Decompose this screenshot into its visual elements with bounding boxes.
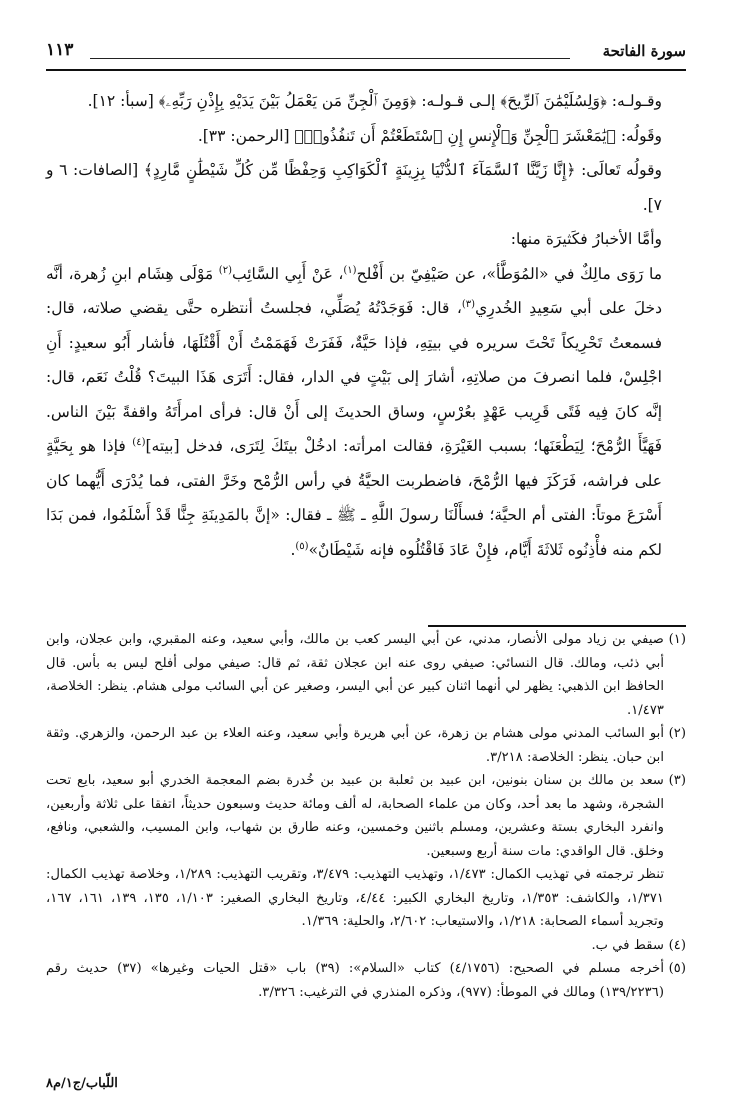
footnote-text: سقط في ب. [591, 937, 664, 953]
footnote-number: (٤) [668, 937, 686, 953]
footnote-ref-5[interactable]: (٥) [295, 540, 309, 552]
header-rule [46, 69, 686, 71]
main-text [46, 84, 686, 567]
footnote-5 [46, 957, 686, 1004]
paragraph-rahman: وقَولُه: ﴿يَٰمَعْشَرَ ٱلْجِنِّ وَٱلْإِنسِ إِنِ ٱسْتَطَعْتُمْ أَن تَنفُذُوا۟﴾ [الرحمن: ٣٣]. [197, 126, 662, 145]
hadith-text-4: ، قال: فَوَجَدْتُهُ يُصَلِّي، فجلستُ أنتظره حتَّى يقضي صلاته، قال: فسمعتُ تَحْرِيكاً تَحْتَ سريره في بيتِهِ، فإذا حَيَّةٌ، فَفَرَتْ فَهَمَمْتُ أَنْ أَقْتُلَهَا، فأشار أَبُو سعيدٍ: أَنِ اجْلِسْ، فلما انصرفَ من صلاتِهِ، أشارَ إلى بَيْتٍ في الدار، فقال: أَتَرَى هَذَا البيتَ؟ قُلْتُ نَعَم، قال: إنَّه كانَ فِيه فَتًى قَرِيب عَهْدٍ بعُرْسٍ، وساق الحديثَ إلى أَنْ قال: فرأى امرأَتَهُ واقفةً بَيْنَ الناس. فَهَيَّأَ الرُّمْحَ؛ لِيَطْعَنَها؛ بسبب الغَيْرَةِ، فقالت امرأته: ادخُلْ بيتَكَ لِتَرَى، فدخل [بيته] [46, 299, 662, 455]
paragraph-saba: وقـولـه: ﴿وَلِسُلَيْمَٰنَ ٱلرِّيحَ﴾ إلـى قـولـه: ﴿وَمِنَ ٱلْجِنِّ مَن يَعْمَلُ بَيْنَ يَدَيْهِ بِإِذْنِ رَبِّهِۦ﴾ [سبأ: ١٢]. [87, 92, 662, 110]
paragraph-saffat: وقولُه تَعالَى: ﴿إِنَّا زَيَّنَّا ٱلسَّمَآءَ ٱلدُّنْيَا بِزِينَةٍ ٱلْكَوَاكِبِ وَحِفْظًا مِّن كُلِّ شَيْطَٰنٍ مَّارِدٍ﴾ [الصافات: ٦ و ٧]. [46, 161, 662, 214]
footnote-ref-1[interactable]: (١) [343, 264, 357, 276]
hadith-text-5: فإذا هو بِحَيَّةٍ على فراشه، فَرَكَزَ فيها الرُّمْحَ، فاضطربت الحيَّةُ في رأس الرُّمْح وخَرَّ الفتى، فما يُدْرَى أَيُّهما كان أَسْرَعَ موتاً: الفتى أم الحيَّة؛ فسأَلْنَا رسولَ اللَّهِ ـ ﷺ ـ فقال: «إنَّ بالمَدِينَةِ جِنًّا قَدْ أَسْلَمُوا، فمن بَدَا لكم منه فأْذِنُوه ثَلاثَةَ أَيَّام، فإِنْ عَادَ فَاقْتُلُوه فإنه شَيْطَانٌ» [46, 437, 662, 559]
header-dash-line [90, 58, 570, 59]
footnote-references: تنظر ترجمته في تهذيب الكمال: ١/٤٧٣، وتهذيب التهذيب: ٣/٤٧٩، وتقريب التهذيب: ١/٢٨٩، وخلاصة تهذيب الكمال: ١/٣٧١، والكاشف: ١/٣٥٣، وتاريخ البخاري الكبير: ٤/٤٤، وتاريخ البخاري الصغير: ١/١٠٣، ١٣٥، ١٣٩، ١٦١، ١٦٧، وتجريد أسماء الصحابة: ١/٢١٨، والاستيعاب: ٢/٦٠٢، والحلية: ١/٣٦٩. [46, 867, 664, 929]
footnote-text: أبو السائب المدني مولى هشام بن زهرة، عن أبي هريرة وأبي سعيد، وعنه العلاء بن عبد الرحمن، والزهري. وثقة ابن حبان. ينظر: الخلاصة: ٣/٢١٨. [46, 726, 664, 765]
footnote-separator [428, 625, 686, 627]
footnote-ref-4[interactable]: (٤) [132, 436, 146, 448]
footnote-number: (٣) [668, 773, 686, 788]
footnote-2 [46, 722, 686, 769]
signature-mark: اللّباب/ج١/م٨ [46, 1076, 118, 1091]
footnotes [46, 628, 686, 1004]
hadith-text-2: ، عَنْ أَبِي السَّائِب [231, 264, 344, 283]
footnote-number: (٢) [668, 726, 686, 741]
footnote-number: (١) [668, 632, 686, 647]
footnote-text: سعد بن مالك بن سنان بنونين، ابن عبيد بن ثعلبة بن عبيد بن خُدرة بضم المعجمة الخدري أبو سعيد، بايع تحت الشجرة، وشهد ما بعد أحد، وكان من علماء الصحابة، له ألف ومائة حديث وسبعون حديثاً، اتفقا على ثلاثة وأربعين، وانفرد البخاري بستة وعشرين، ومسلم باثنين وخمسين، وعنه طارق بن شهاب، وابن المسيب، والشعبي، ونافع، وخلق. قال الواقدي: مات سنة أربع وسبعين. [46, 773, 664, 859]
footnote-1 [46, 628, 686, 722]
running-header [46, 40, 686, 64]
footnote-text: أخرجه مسلم في الصحيح: (٤/١٧٥٦) كتاب «السلام»: (٣٩) باب «قتل الحيات وغيرها» (٣٧) حديث رقم (١٣٩/٢٢٣٦) ومالك في الموطأ: (٩٧٧)، وذكره المنذري في الترغيب: ٣/٣٢٦. [46, 961, 664, 1000]
page-number: ١١٣ [46, 40, 74, 60]
footnote-ref-2[interactable]: (٢) [218, 264, 232, 276]
footnote-text: صيفي بن زياد مولى الأنصار، مدني، عن أبي اليسر كعب بن مالك، وأبي سعيد، وعنه المقبري، وابن عجلان، وابن أبي ذئب، ومالك. قال النسائي: صيفي روى عنه ابن عجلان ثقة، ثم قال: صيفي مولى أفلح ليس به بأس. قال الحافظ ابن الذهبي: يظهر لي أنهما اثنان كبير عن أبي اليسر، وصغير عن أبي السائب مولى هشام. ينظر: الخلاصة، ١/٤٧٣. [46, 632, 664, 718]
footnote-4 [46, 934, 686, 958]
paragraph-hadith [46, 257, 686, 568]
hadith-text-6: . [290, 540, 296, 559]
surah-title: سورة الفاتحة [602, 42, 686, 60]
footnote-ref-3[interactable]: (٣) [461, 298, 476, 310]
footnote-number: (٥) [668, 961, 686, 976]
footnote-3 [46, 769, 686, 934]
hadith-text-1: ما رَوَى مالِكٌ في «المُوَطَّأ»، عن صَيْفِيّ بن أَفْلح [356, 264, 663, 283]
paragraph-akhbar: وأمَّا الأخبارُ فكَثيرَة منها: [510, 230, 662, 248]
hadith-text-3: مَوْلَى هِشَام ابنِ زُهرة، أنَّه دخلَ على أبي سَعِيدِ الخُدرِي [46, 264, 662, 317]
